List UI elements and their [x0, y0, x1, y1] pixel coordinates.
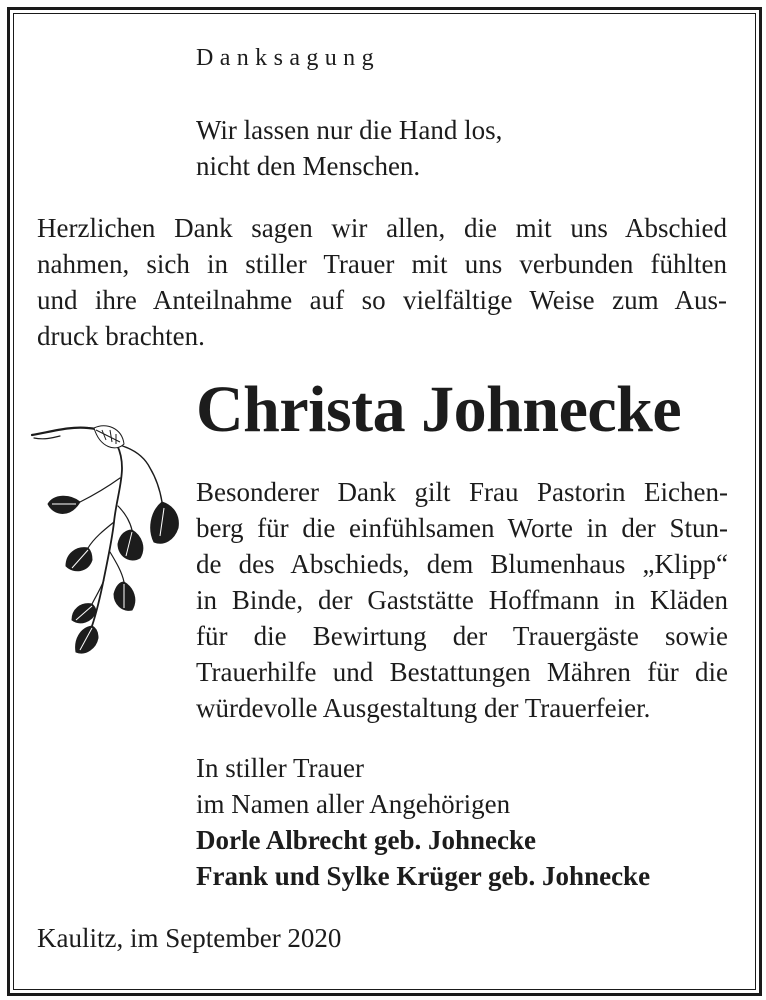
place-date: Kaulitz, im September 2020	[37, 923, 342, 953]
deceased-name: Christa Johnecke	[196, 373, 682, 446]
special-thanks-paragraph	[196, 474, 728, 726]
thanks-paragraph	[37, 210, 727, 354]
mourner-name: Frank und Sylke Krüger geb. Johnecke	[196, 861, 651, 891]
motto	[196, 112, 502, 184]
mourner-name: Dorle Albrecht geb. Johnecke	[196, 825, 536, 855]
special-thanks-line: Besonderer Dank gilt Frau Pastorin Eichen-	[196, 477, 728, 507]
notice-heading: Danksagung	[196, 45, 380, 71]
signoff-line: im Namen aller Angehörigen	[196, 789, 511, 819]
signoff-line: In stiller Trauer	[196, 753, 364, 783]
special-thanks-line: berg für die einfühlsamen Worte in der Stun-	[196, 513, 728, 543]
special-thanks-line: in Binde, der Gaststätte Hoffmann in Kläden	[196, 585, 728, 615]
special-thanks-line: de des Abschieds, dem Blumenhaus „Klipp“	[196, 549, 728, 579]
thanks-line: Herzlichen Dank sagen wir allen, die mit uns Abschied	[37, 213, 727, 243]
thanks-line: druck brachten.	[37, 321, 205, 351]
thanks-line: nahmen, sich in stiller Trauer mit uns verbunden fühlten	[37, 249, 727, 279]
thanks-line: und ihre Anteilnahme auf so vielfältige Weise zum Aus-	[37, 285, 727, 315]
special-thanks-line: für die Bewirtung der Trauergäste sowie	[196, 621, 728, 651]
special-thanks-line: Trauerhilfe und Bestattungen Mähren für die	[196, 657, 728, 687]
motto-line: Wir lassen nur die Hand los,	[196, 115, 503, 145]
birch-branch-icon	[30, 418, 190, 663]
special-thanks-line: würdevolle Ausgestaltung der Trauerfeier.	[196, 693, 651, 723]
motto-line: nicht den Menschen.	[196, 151, 421, 181]
signoff	[196, 750, 650, 894]
